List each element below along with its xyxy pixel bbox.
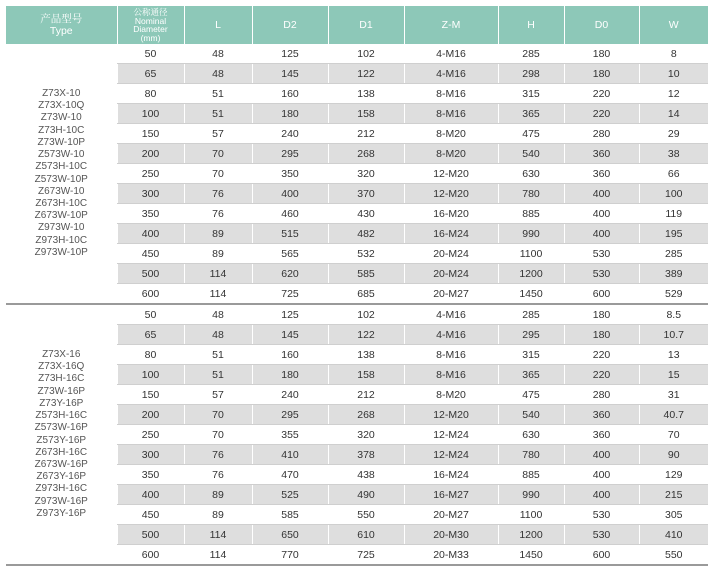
type-model: Z673H-10C — [35, 197, 88, 209]
table-cell: 389 — [639, 264, 708, 284]
table-cell: 50 — [117, 44, 184, 64]
type-cell — [6, 44, 117, 304]
table-cell: 360 — [564, 164, 639, 184]
table-cell: 250 — [117, 164, 184, 184]
table-cell: 355 — [252, 425, 328, 445]
header-z-m: Z-M — [404, 6, 498, 44]
table-cell: 490 — [328, 485, 404, 505]
table-cell: 300 — [117, 445, 184, 465]
table-cell: 8-M20 — [404, 385, 498, 405]
table-cell: 1200 — [498, 264, 564, 284]
type-model: Z73X-16Q — [38, 361, 85, 373]
header-w: W — [639, 6, 708, 44]
header-h: H — [498, 6, 564, 44]
table-cell: 8-M16 — [404, 104, 498, 124]
table-cell: 14 — [639, 104, 708, 124]
table-cell: 525 — [252, 485, 328, 505]
table-cell: 400 — [564, 204, 639, 224]
table-cell: 114 — [184, 284, 252, 305]
table-cell: 10.7 — [639, 325, 708, 345]
table-cell: 650 — [252, 525, 328, 545]
table-cell: 70 — [184, 144, 252, 164]
type-model: Z73H-10C — [38, 124, 85, 136]
table-cell: 158 — [328, 104, 404, 124]
table-cell: 585 — [252, 505, 328, 525]
table-cell: 13 — [639, 345, 708, 365]
table-cell: 885 — [498, 465, 564, 485]
type-model: Z973H-10C — [35, 234, 88, 246]
table-cell: 51 — [184, 365, 252, 385]
table-cell: 600 — [564, 284, 639, 305]
table-cell: 220 — [564, 104, 639, 124]
table-cell: 12-M24 — [404, 445, 498, 465]
table-cell: 285 — [639, 244, 708, 264]
table-cell: 529 — [639, 284, 708, 305]
table-cell: 12-M24 — [404, 425, 498, 445]
table-cell: 630 — [498, 425, 564, 445]
type-model: Z973W-16P — [34, 495, 88, 507]
table-cell: 122 — [328, 64, 404, 84]
table-cell: 450 — [117, 244, 184, 264]
table-cell: 630 — [498, 164, 564, 184]
table-cell: 129 — [639, 465, 708, 485]
table-cell: 532 — [328, 244, 404, 264]
table-cell: 138 — [328, 345, 404, 365]
table-cell: 145 — [252, 325, 328, 345]
table-row — [6, 304, 708, 325]
table-cell: 885 — [498, 204, 564, 224]
table-cell: 500 — [117, 264, 184, 284]
table-cell: 268 — [328, 405, 404, 425]
table-cell: 350 — [252, 164, 328, 184]
table-cell: 350 — [117, 204, 184, 224]
type-model: Z73X-10Q — [38, 100, 85, 112]
table-cell: 29 — [639, 124, 708, 144]
table-cell: 725 — [252, 284, 328, 305]
table-cell: 100 — [639, 184, 708, 204]
table-cell: 4-M16 — [404, 44, 498, 64]
table-cell: 360 — [564, 405, 639, 425]
table-cell: 76 — [184, 184, 252, 204]
table-cell: 530 — [564, 264, 639, 284]
table-cell: 285 — [498, 44, 564, 64]
table-cell: 400 — [564, 465, 639, 485]
table-cell: 475 — [498, 385, 564, 405]
table-cell: 160 — [252, 345, 328, 365]
table-cell: 70 — [184, 164, 252, 184]
table-cell: 540 — [498, 405, 564, 425]
table-cell: 410 — [639, 525, 708, 545]
table-cell: 50 — [117, 304, 184, 325]
table-cell: 12-M20 — [404, 405, 498, 425]
type-model: Z73H-16C — [38, 373, 85, 385]
type-model: Z573W-10P — [34, 173, 88, 185]
table-cell: 180 — [564, 44, 639, 64]
table-cell: 1100 — [498, 505, 564, 525]
table-cell: 400 — [117, 485, 184, 505]
type-model: Z73X-10 — [42, 88, 81, 100]
table-cell: 145 — [252, 64, 328, 84]
table-cell: 460 — [252, 204, 328, 224]
table-cell: 280 — [564, 385, 639, 405]
header-nominal-diameter: 公称通径 Nominal Diameter (mm) — [117, 6, 184, 44]
type-model: Z573W-10 — [37, 149, 85, 161]
table-cell: 1450 — [498, 284, 564, 305]
table-cell: 12-M20 — [404, 164, 498, 184]
table-cell: 4-M16 — [404, 64, 498, 84]
table-cell: 990 — [498, 224, 564, 244]
table-cell: 610 — [328, 525, 404, 545]
table-cell: 51 — [184, 84, 252, 104]
table-cell: 4-M16 — [404, 325, 498, 345]
type-model: Z73W-10P — [37, 136, 86, 148]
table-cell: 100 — [117, 365, 184, 385]
table-cell: 600 — [564, 545, 639, 566]
type-model: Z973Y-16P — [36, 507, 87, 519]
table-cell: 315 — [498, 84, 564, 104]
table-cell: 20-M33 — [404, 545, 498, 566]
table-cell: 16-M24 — [404, 465, 498, 485]
header-d2: D2 — [252, 6, 328, 44]
table-cell: 15 — [639, 365, 708, 385]
table-cell: 89 — [184, 244, 252, 264]
table-cell: 600 — [117, 545, 184, 566]
table-cell: 400 — [252, 184, 328, 204]
table-cell: 180 — [564, 64, 639, 84]
table-cell: 250 — [117, 425, 184, 445]
table-cell: 16-M27 — [404, 485, 498, 505]
type-model: Z973W-10P — [34, 246, 88, 258]
table-cell: 102 — [328, 304, 404, 325]
table-cell: 530 — [564, 244, 639, 264]
type-model: Z73X-16 — [42, 349, 81, 361]
valve-spec-table — [6, 6, 708, 566]
table-cell: 360 — [564, 425, 639, 445]
table-cell: 114 — [184, 264, 252, 284]
table-cell: 438 — [328, 465, 404, 485]
table-cell: 1100 — [498, 244, 564, 264]
table-cell: 990 — [498, 485, 564, 505]
table-cell: 780 — [498, 184, 564, 204]
type-model: Z73W-16P — [37, 385, 86, 397]
table-cell: 20-M27 — [404, 505, 498, 525]
table-cell: 470 — [252, 465, 328, 485]
table-cell: 600 — [117, 284, 184, 305]
table-cell: 8-M20 — [404, 144, 498, 164]
table-cell: 38 — [639, 144, 708, 164]
table-cell: 158 — [328, 365, 404, 385]
table-cell: 89 — [184, 224, 252, 244]
table-cell: 295 — [252, 144, 328, 164]
table-cell: 48 — [184, 325, 252, 345]
table-cell: 305 — [639, 505, 708, 525]
table-cell: 70 — [184, 425, 252, 445]
table-cell: 220 — [564, 345, 639, 365]
table-cell: 500 — [117, 525, 184, 545]
table-cell: 350 — [117, 465, 184, 485]
type-model: Z73W-10 — [40, 112, 82, 124]
table-cell: 150 — [117, 385, 184, 405]
table-cell: 725 — [328, 545, 404, 566]
table-cell: 31 — [639, 385, 708, 405]
table-cell: 200 — [117, 405, 184, 425]
table-cell: 70 — [184, 405, 252, 425]
table-cell: 114 — [184, 525, 252, 545]
table-cell: 280 — [564, 124, 639, 144]
table-cell: 48 — [184, 44, 252, 64]
header-d0: D0 — [564, 6, 639, 44]
type-model: Z673H-16C — [35, 446, 88, 458]
table-cell: 315 — [498, 345, 564, 365]
table-cell: 565 — [252, 244, 328, 264]
table-cell: 138 — [328, 84, 404, 104]
type-model: Z573H-16C — [35, 410, 88, 422]
table-cell: 80 — [117, 345, 184, 365]
table-body — [6, 44, 708, 565]
table-cell: 1200 — [498, 525, 564, 545]
table-cell: 295 — [498, 325, 564, 345]
table-cell: 89 — [184, 485, 252, 505]
table-cell: 16-M20 — [404, 204, 498, 224]
table-cell: 12-M20 — [404, 184, 498, 204]
table-cell: 475 — [498, 124, 564, 144]
table-cell: 76 — [184, 465, 252, 485]
table-cell: 4-M16 — [404, 304, 498, 325]
table-cell: 285 — [498, 304, 564, 325]
table-cell: 320 — [328, 425, 404, 445]
table-cell: 89 — [184, 505, 252, 525]
table-cell: 90 — [639, 445, 708, 465]
type-model: Z673W-16P — [34, 458, 88, 470]
table-cell: 8.5 — [639, 304, 708, 325]
table-cell: 122 — [328, 325, 404, 345]
table-cell: 102 — [328, 44, 404, 64]
table-cell: 20-M24 — [404, 244, 498, 264]
type-cell — [6, 304, 117, 565]
table-cell: 180 — [252, 365, 328, 385]
table-cell: 48 — [184, 64, 252, 84]
header-row — [6, 6, 708, 44]
table-cell: 530 — [564, 525, 639, 545]
table-cell: 10 — [639, 64, 708, 84]
header-d1: D1 — [328, 6, 404, 44]
table-cell: 12 — [639, 84, 708, 104]
table-cell: 76 — [184, 204, 252, 224]
table-cell: 20-M27 — [404, 284, 498, 305]
table-cell: 80 — [117, 84, 184, 104]
table-cell: 51 — [184, 104, 252, 124]
table-cell: 70 — [639, 425, 708, 445]
table-cell: 48 — [184, 304, 252, 325]
table-cell: 220 — [564, 84, 639, 104]
table-cell: 119 — [639, 204, 708, 224]
table-cell: 550 — [328, 505, 404, 525]
table-cell: 65 — [117, 64, 184, 84]
table-cell: 770 — [252, 545, 328, 566]
spec-table-container — [6, 6, 708, 566]
table-cell: 65 — [117, 325, 184, 345]
table-cell: 212 — [328, 124, 404, 144]
table-cell: 180 — [564, 304, 639, 325]
table-cell: 268 — [328, 144, 404, 164]
table-cell: 515 — [252, 224, 328, 244]
table-cell: 16-M24 — [404, 224, 498, 244]
table-cell: 585 — [328, 264, 404, 284]
table-cell: 240 — [252, 124, 328, 144]
table-cell: 8-M16 — [404, 365, 498, 385]
table-cell: 195 — [639, 224, 708, 244]
table-cell: 20-M24 — [404, 264, 498, 284]
table-row — [6, 44, 708, 64]
table-cell: 320 — [328, 164, 404, 184]
table-cell: 530 — [564, 505, 639, 525]
table-cell: 540 — [498, 144, 564, 164]
table-cell: 1450 — [498, 545, 564, 566]
table-cell: 57 — [184, 385, 252, 405]
table-cell: 400 — [564, 184, 639, 204]
table-cell: 51 — [184, 345, 252, 365]
table-cell: 125 — [252, 44, 328, 64]
type-model: Z673W-10P — [34, 210, 88, 222]
table-cell: 365 — [498, 104, 564, 124]
table-cell: 550 — [639, 545, 708, 566]
table-cell: 160 — [252, 84, 328, 104]
header-type: 产品型号 Type — [6, 6, 117, 44]
table-cell: 100 — [117, 104, 184, 124]
table-cell: 8-M16 — [404, 345, 498, 365]
table-cell: 450 — [117, 505, 184, 525]
table-cell: 430 — [328, 204, 404, 224]
type-model: Z573H-10C — [35, 161, 88, 173]
table-cell: 8-M20 — [404, 124, 498, 144]
table-cell: 20-M30 — [404, 525, 498, 545]
table-cell: 212 — [328, 385, 404, 405]
table-cell: 180 — [564, 325, 639, 345]
table-cell: 378 — [328, 445, 404, 465]
table-cell: 360 — [564, 144, 639, 164]
table-cell: 215 — [639, 485, 708, 505]
table-cell: 200 — [117, 144, 184, 164]
table-cell: 8-M16 — [404, 84, 498, 104]
type-model: Z573Y-16P — [36, 434, 87, 446]
table-cell: 685 — [328, 284, 404, 305]
table-cell: 295 — [252, 405, 328, 425]
table-cell: 114 — [184, 545, 252, 566]
table-cell: 620 — [252, 264, 328, 284]
table-cell: 298 — [498, 64, 564, 84]
table-cell: 76 — [184, 445, 252, 465]
table-cell: 400 — [564, 224, 639, 244]
table-cell: 220 — [564, 365, 639, 385]
table-cell: 150 — [117, 124, 184, 144]
table-cell: 400 — [564, 445, 639, 465]
table-cell: 8 — [639, 44, 708, 64]
type-model: Z973W-10 — [37, 222, 85, 234]
table-cell: 400 — [117, 224, 184, 244]
table-cell: 370 — [328, 184, 404, 204]
table-cell: 300 — [117, 184, 184, 204]
type-model: Z973H-16C — [35, 483, 88, 495]
table-cell: 57 — [184, 124, 252, 144]
table-cell: 240 — [252, 385, 328, 405]
type-model: Z73Y-16P — [39, 397, 84, 409]
table-cell: 410 — [252, 445, 328, 465]
table-cell: 365 — [498, 365, 564, 385]
table-cell: 400 — [564, 485, 639, 505]
table-cell: 482 — [328, 224, 404, 244]
header-l: L — [184, 6, 252, 44]
table-cell: 125 — [252, 304, 328, 325]
table-cell: 780 — [498, 445, 564, 465]
type-model: Z673Y-16P — [36, 471, 87, 483]
type-model: Z573W-16P — [34, 422, 88, 434]
table-cell: 66 — [639, 164, 708, 184]
table-cell: 180 — [252, 104, 328, 124]
type-model: Z673W-10 — [37, 185, 85, 197]
table-cell: 40.7 — [639, 405, 708, 425]
